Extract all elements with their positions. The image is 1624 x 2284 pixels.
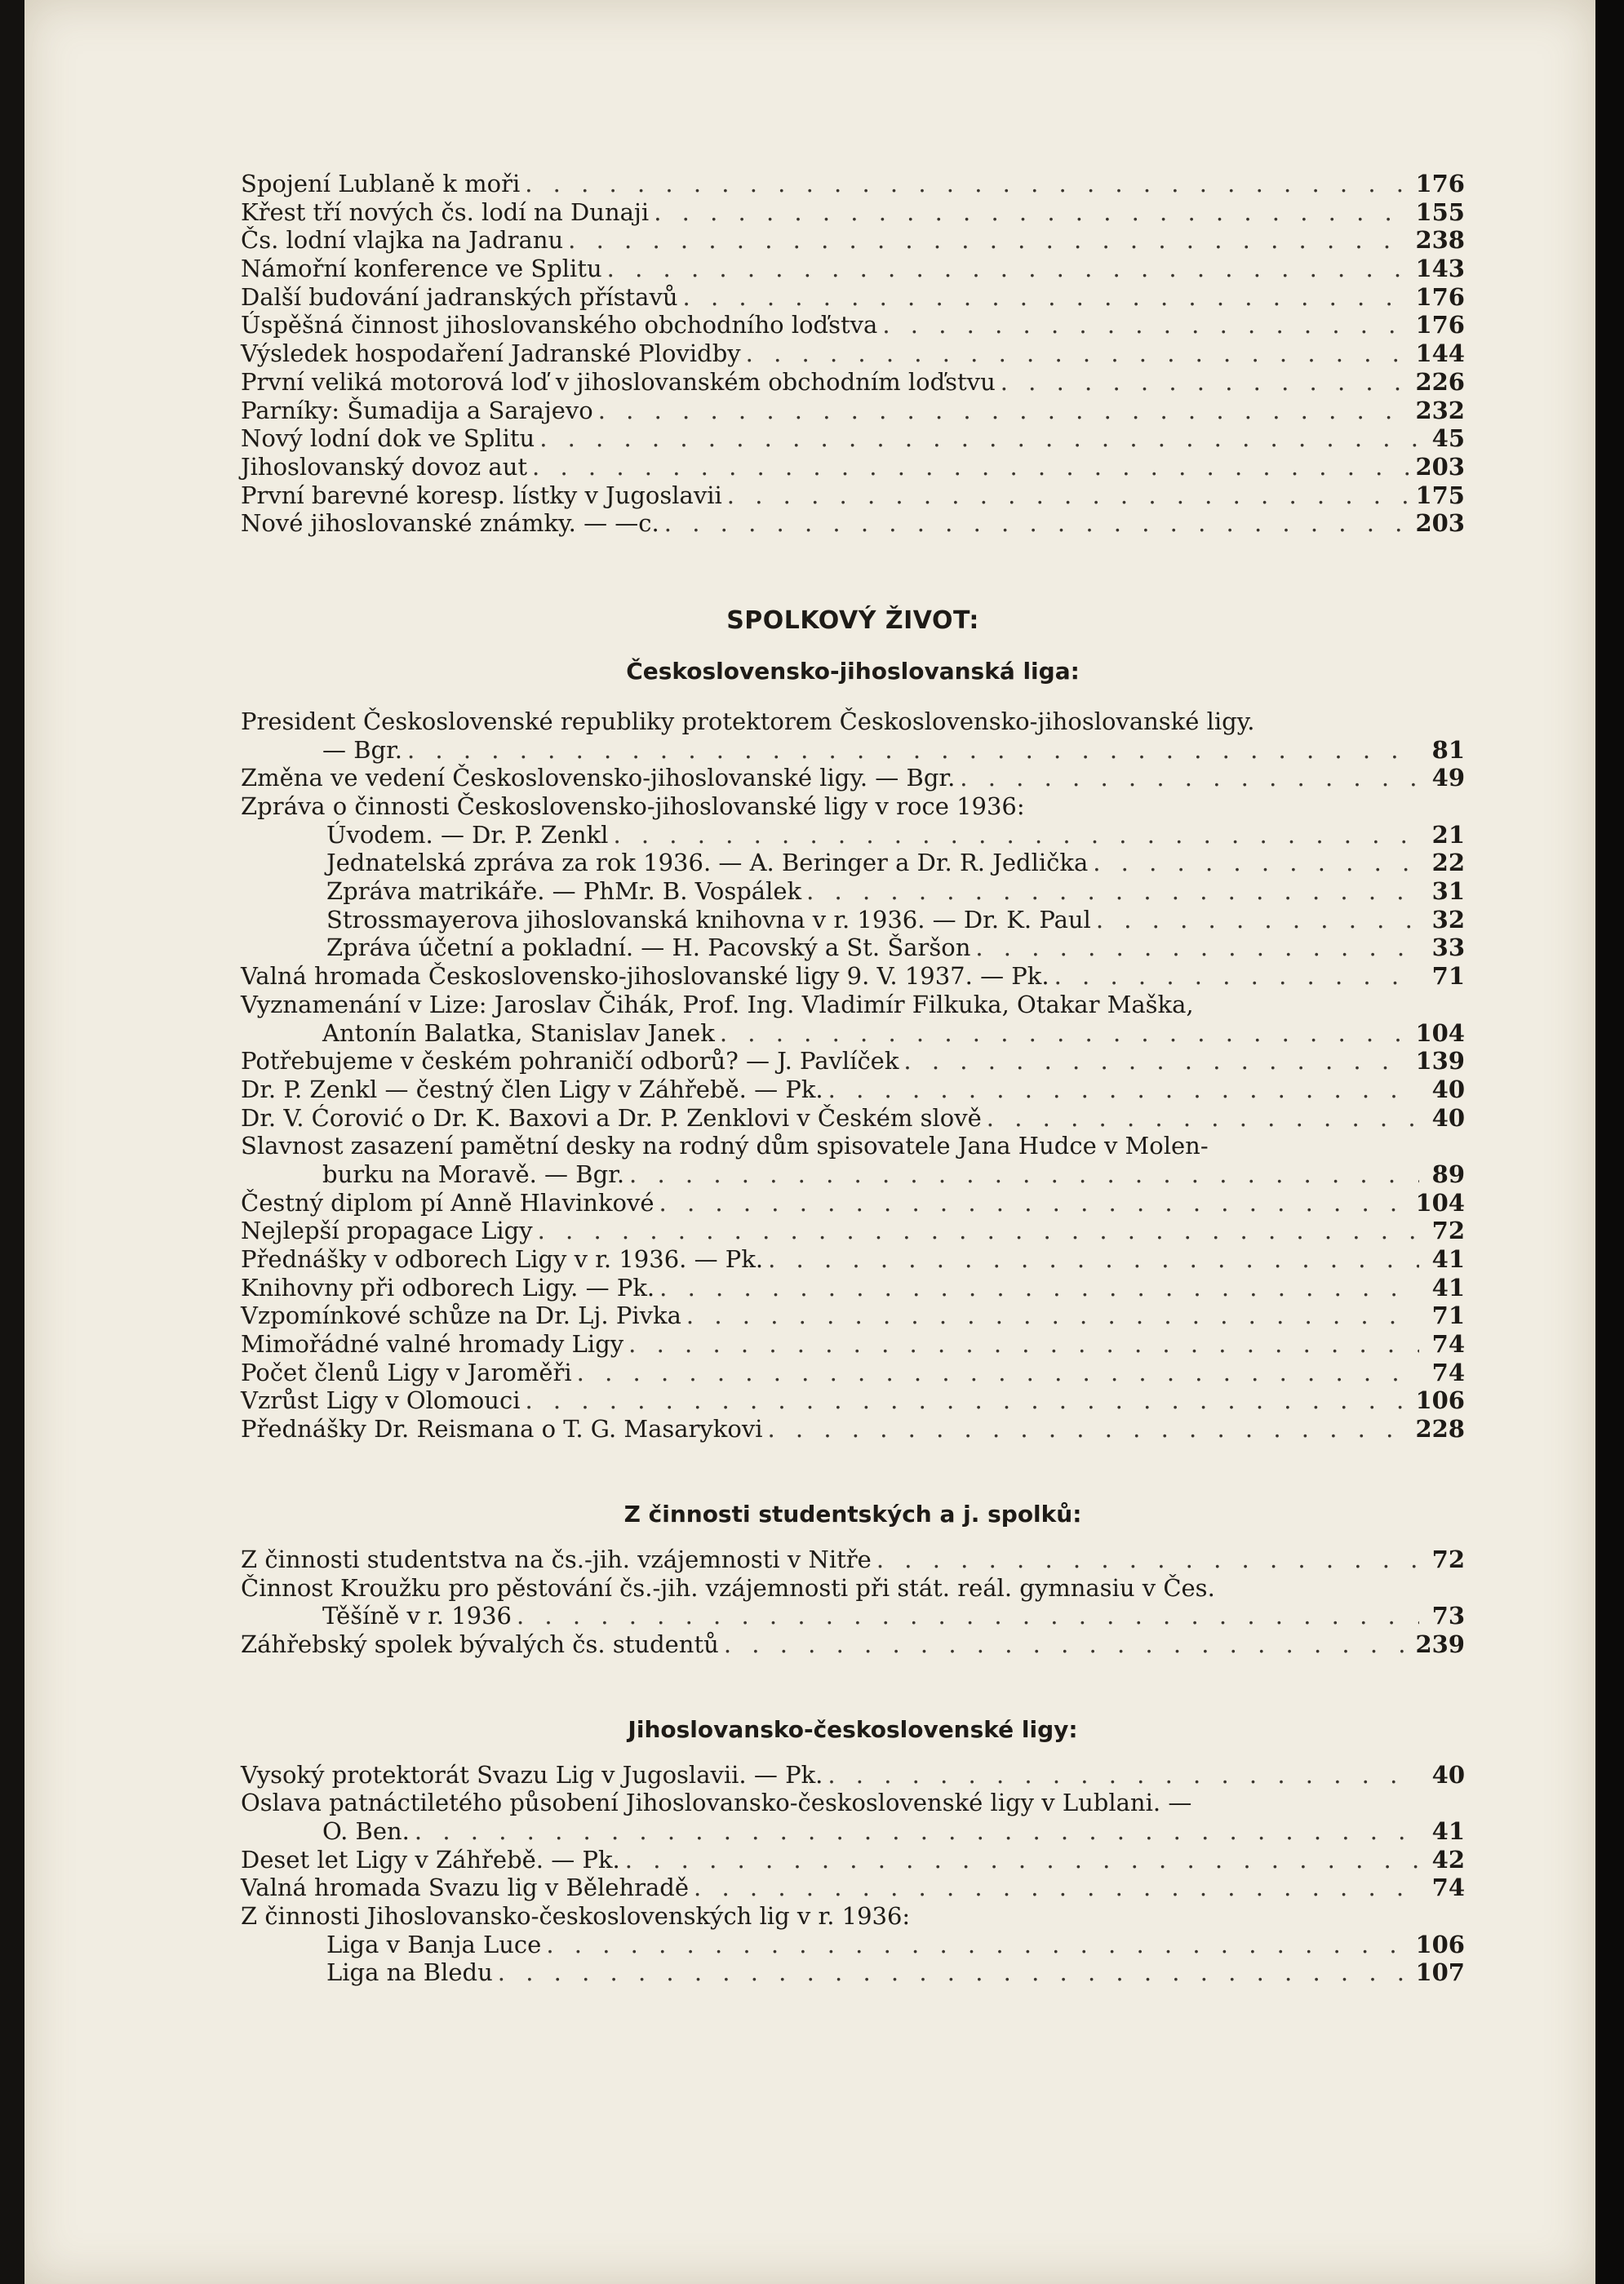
entry-page: 71 bbox=[1431, 962, 1465, 991]
toc-entry-heading bbox=[241, 1902, 1465, 1931]
toc-content bbox=[241, 170, 1465, 1987]
dot-leader bbox=[960, 764, 1419, 792]
dot-leader bbox=[664, 509, 1411, 538]
entry-title-line1: President Československé republiky protektorem Československo-jihoslovanské ligy. bbox=[241, 707, 1255, 735]
dot-leader bbox=[1096, 906, 1419, 934]
entry-title-line1: Slavnost zasazení pamětní desky na rodný dům spisovatele Jana Hudce v Molen- bbox=[241, 1132, 1209, 1160]
dot-leader bbox=[882, 311, 1410, 339]
toc-entry bbox=[241, 1846, 1465, 1874]
book-spine-edge bbox=[1595, 0, 1624, 2284]
entry-page: 40 bbox=[1431, 1103, 1465, 1132]
toc-entry-sub bbox=[241, 821, 1465, 849]
dot-leader bbox=[613, 821, 1419, 849]
entry-title: Deset let Ligy v Záhřebě. — Pk. bbox=[241, 1845, 620, 1874]
entry-page: 49 bbox=[1431, 764, 1465, 792]
entry-page: 41 bbox=[1431, 1245, 1465, 1274]
entry-page: 73 bbox=[1431, 1602, 1465, 1630]
section-heading-spolkovy: SPOLKOVÝ ŽIVOT: bbox=[726, 605, 979, 635]
dot-leader bbox=[607, 255, 1411, 283]
entry-title-line1: Vyznamenání v Lize: Jaroslav Čihák, Prof. Ing. Vladimír Filkuka, Otakar Maška, bbox=[241, 990, 1194, 1018]
toc-entry bbox=[241, 1386, 1465, 1415]
dot-leader bbox=[415, 1817, 1419, 1846]
toc-entry bbox=[241, 424, 1465, 453]
entry-title: Zpráva účetní a pokladní. — H. Pacovský a St. Šaršon bbox=[326, 934, 971, 962]
entry-page: 203 bbox=[1415, 509, 1465, 538]
entry-title: Knihovny při odborech Ligy. — Pk. bbox=[241, 1273, 655, 1302]
toc-entry bbox=[241, 397, 1465, 425]
dot-leader bbox=[659, 1189, 1411, 1217]
dot-leader bbox=[683, 283, 1411, 312]
entry-page: 33 bbox=[1431, 934, 1465, 962]
entry-title: Úvodem. — Dr. P. Zenkl bbox=[326, 820, 609, 849]
dot-leader bbox=[727, 481, 1411, 510]
toc-entry-sub bbox=[241, 934, 1465, 962]
toc-entry bbox=[241, 1874, 1465, 1902]
entry-title: Nové jihoslovanské známky. — —c. bbox=[241, 509, 659, 538]
entry-page: 107 bbox=[1415, 1958, 1465, 1987]
entry-page: 89 bbox=[1431, 1160, 1465, 1188]
entry-page: 71 bbox=[1431, 1302, 1465, 1330]
dot-leader bbox=[876, 1546, 1419, 1574]
subheading-liga: Československo-jihoslovanská liga: bbox=[626, 657, 1080, 685]
entry-title: Z činnosti Jihoslovansko-československých lig v r. 1936: bbox=[241, 1902, 911, 1931]
entry-title-line2: — Bgr. bbox=[322, 735, 402, 764]
dot-leader bbox=[539, 424, 1419, 453]
entry-page: 106 bbox=[1415, 1386, 1465, 1415]
toc-entry bbox=[241, 1104, 1465, 1133]
subheading-jihoslov: Jihoslovansko-československé ligy: bbox=[628, 1715, 1078, 1743]
toc-entry bbox=[241, 368, 1465, 397]
entry-title: Z činnosti studentstva na čs.-jih. vzájemnosti v Nitře bbox=[241, 1545, 872, 1573]
dot-leader bbox=[568, 226, 1410, 255]
entry-page: 21 bbox=[1431, 820, 1465, 849]
entry-page: 143 bbox=[1415, 255, 1465, 283]
toc-entry-multiline bbox=[241, 1789, 1465, 1845]
entry-title: Valná hromada Československo-jihoslovanské ligy 9. V. 1937. — Pk. bbox=[241, 962, 1049, 991]
toc-entry bbox=[241, 226, 1465, 255]
book-page bbox=[24, 0, 1595, 2284]
entry-page: 228 bbox=[1415, 1415, 1465, 1444]
entry-page: 32 bbox=[1431, 905, 1465, 934]
dot-leader bbox=[546, 1931, 1410, 1959]
entry-title: Liga na Bledu bbox=[326, 1958, 493, 1987]
entry-page: 74 bbox=[1431, 1358, 1465, 1386]
entry-page: 40 bbox=[1431, 1760, 1465, 1789]
entry-page: 203 bbox=[1415, 452, 1465, 481]
dot-leader bbox=[767, 1415, 1410, 1444]
toc-entry bbox=[241, 1330, 1465, 1359]
entry-title: Čestný diplom pí Anně Hlavinkové bbox=[241, 1188, 654, 1217]
toc-entry-cont bbox=[241, 736, 1465, 765]
dot-leader bbox=[975, 934, 1419, 962]
toc-entry-sub bbox=[241, 1931, 1465, 1959]
dot-leader bbox=[625, 1846, 1419, 1874]
dot-leader bbox=[659, 1274, 1419, 1302]
toc-entry bbox=[241, 1415, 1465, 1444]
entry-title: Dr. V. Ćorović o Dr. K. Baxovi a Dr. P. Zenklovi v Českém slově bbox=[241, 1103, 982, 1132]
entry-title: Změna ve vedení Československo-jihoslovanské ligy. — Bgr. bbox=[241, 764, 956, 792]
entry-title-line2: burku na Moravě. — Bgr. bbox=[322, 1160, 625, 1188]
entry-title: Přednášky v odborech Ligy v r. 1936. — Pk. bbox=[241, 1245, 764, 1274]
entry-page: 239 bbox=[1415, 1630, 1465, 1658]
entry-page: 22 bbox=[1431, 849, 1465, 877]
toc-entry-cont bbox=[241, 1817, 1465, 1846]
entry-title: Úspěšná činnost jihoslovanského obchodního loďstva bbox=[241, 311, 878, 339]
entry-page: 81 bbox=[1431, 735, 1465, 764]
toc-entry bbox=[241, 198, 1465, 227]
entry-page: 139 bbox=[1415, 1047, 1465, 1075]
dot-leader bbox=[987, 1104, 1419, 1133]
entry-page: 104 bbox=[1415, 1188, 1465, 1217]
entry-title: Čs. lodní vlajka na Jadranu bbox=[241, 226, 564, 255]
toc-entry bbox=[241, 1761, 1465, 1790]
toc-entry bbox=[241, 962, 1465, 991]
dot-leader bbox=[1001, 368, 1411, 397]
subheading-student: Z činnosti studentských a j. spolků: bbox=[623, 1500, 1082, 1528]
dot-leader bbox=[628, 1330, 1419, 1359]
toc-group-jihoslov bbox=[241, 1761, 1465, 1988]
dot-leader bbox=[828, 1075, 1419, 1104]
entry-title-line1: Oslava patnáctiletého působení Jihoslovansko-československé ligy v Lublani. — bbox=[241, 1789, 1192, 1817]
toc-entry-sub bbox=[241, 849, 1465, 877]
toc-entry-sub bbox=[241, 1958, 1465, 1987]
entry-title: Valná hromada Svazu lig v Bělehradě bbox=[241, 1874, 690, 1902]
entry-title: Dr. P. Zenkl — čestný člen Ligy v Záhřebě. — Pk. bbox=[241, 1075, 823, 1103]
entry-page: 106 bbox=[1415, 1930, 1465, 1958]
entry-title: Jihoslovanský dovoz aut bbox=[241, 452, 528, 481]
toc-entry bbox=[241, 1359, 1465, 1387]
entry-title: Záhřebský spolek bývalých čs. studentů bbox=[241, 1630, 719, 1658]
dot-leader bbox=[577, 1359, 1419, 1387]
toc-entry bbox=[241, 1546, 1465, 1574]
dot-leader bbox=[598, 397, 1411, 425]
entry-page: 74 bbox=[1431, 1874, 1465, 1902]
entry-title: Spojení Lublaně k moři bbox=[241, 170, 521, 197]
entry-page: 41 bbox=[1431, 1817, 1465, 1846]
toc-entry-multiline bbox=[241, 707, 1465, 764]
toc-entry bbox=[241, 255, 1465, 283]
entry-title-line2: Těšíně v r. 1936 bbox=[322, 1602, 512, 1630]
dot-leader bbox=[724, 1630, 1411, 1659]
toc-entry bbox=[241, 170, 1465, 198]
entry-title: Parníky: Šumadija a Sarajevo bbox=[241, 396, 593, 424]
entry-page: 72 bbox=[1431, 1217, 1465, 1245]
toc-entry bbox=[241, 453, 1465, 481]
entry-page: 31 bbox=[1431, 877, 1465, 906]
entry-title: První barevné koresp. lístky v Jugoslavii bbox=[241, 481, 722, 509]
entry-title-line2: O. Ben. bbox=[322, 1817, 410, 1846]
dot-leader bbox=[517, 1602, 1419, 1630]
toc-entry bbox=[241, 1189, 1465, 1217]
toc-group-top bbox=[241, 170, 1465, 538]
entry-title: Vzrůst Ligy v Olomouci bbox=[241, 1386, 521, 1415]
entry-title-line2: Antonín Balatka, Stanislav Janek bbox=[322, 1018, 715, 1047]
dot-leader bbox=[654, 198, 1410, 227]
entry-page: 226 bbox=[1415, 367, 1465, 396]
entry-title: Vzpomínkové schůze na Dr. Lj. Pivka bbox=[241, 1302, 681, 1330]
dot-leader bbox=[746, 339, 1411, 368]
entry-page: 176 bbox=[1415, 311, 1465, 339]
dot-leader bbox=[498, 1958, 1411, 1987]
toc-entry bbox=[241, 1075, 1465, 1104]
toc-entry bbox=[241, 481, 1465, 510]
entry-title: První veliká motorová loď v jihoslovanském obchodním loďstvu bbox=[241, 367, 996, 396]
entry-title: Liga v Banja Luce bbox=[326, 1930, 542, 1958]
entry-page: 176 bbox=[1415, 170, 1465, 197]
dot-leader bbox=[903, 1047, 1410, 1075]
dot-leader bbox=[686, 1302, 1419, 1330]
dot-leader bbox=[768, 1245, 1419, 1274]
dot-leader bbox=[525, 1386, 1410, 1415]
entry-title: Přednášky Dr. Reismana o T. G. Masarykovi bbox=[241, 1415, 763, 1444]
toc-entry bbox=[241, 311, 1465, 339]
toc-entry bbox=[241, 1302, 1465, 1330]
toc-entry-multiline bbox=[241, 1132, 1465, 1188]
toc-entry bbox=[241, 1217, 1465, 1245]
toc-entry bbox=[241, 509, 1465, 538]
entry-title: Zpráva matrikáře. — PhMr. B. Vospálek bbox=[326, 877, 802, 906]
entry-page: 155 bbox=[1415, 197, 1465, 226]
entry-title: Námořní konference ve Splitu bbox=[241, 255, 602, 283]
entry-title: Jednatelská zpráva za rok 1936. — A. Beringer a Dr. R. Jedlička bbox=[326, 849, 1089, 877]
toc-entry-heading bbox=[241, 792, 1465, 821]
entry-title-line1: Činnost Kroužku pro pěstování čs.-jih. vzájemnosti při stát. reál. gymnasiu v Čes. bbox=[241, 1573, 1215, 1602]
entry-page: 45 bbox=[1431, 424, 1465, 453]
toc-entry-sub bbox=[241, 906, 1465, 934]
entry-title: Křest tří nových čs. lodí na Dunaji bbox=[241, 197, 650, 226]
entry-title: Zpráva o činnosti Československo-jihoslovanské ligy v roce 1936: bbox=[241, 792, 1025, 821]
dot-leader bbox=[720, 1019, 1411, 1048]
entry-page: 176 bbox=[1415, 282, 1465, 311]
entry-title: Počet členů Ligy v Jaroměři bbox=[241, 1358, 572, 1386]
entry-title: Výsledek hospodaření Jadranské Plovidby bbox=[241, 339, 741, 368]
entry-page: 144 bbox=[1415, 339, 1465, 368]
entry-page: 72 bbox=[1431, 1545, 1465, 1573]
toc-entry bbox=[241, 1047, 1465, 1075]
dot-leader bbox=[538, 1217, 1419, 1245]
toc-entry bbox=[241, 1630, 1465, 1659]
entry-page: 175 bbox=[1415, 481, 1465, 509]
dot-leader bbox=[525, 170, 1410, 198]
entry-page: 74 bbox=[1431, 1330, 1465, 1359]
toc-entry-cont bbox=[241, 1019, 1465, 1048]
toc-entry-sub bbox=[241, 877, 1465, 906]
dot-leader bbox=[629, 1160, 1419, 1189]
toc-entry bbox=[241, 339, 1465, 368]
toc-entry-multiline bbox=[241, 991, 1465, 1047]
toc-entry-cont bbox=[241, 1602, 1465, 1630]
entry-title: Strossmayerova jihoslovanská knihovna v r. 1936. — Dr. K. Paul bbox=[326, 905, 1091, 934]
entry-page: 41 bbox=[1431, 1273, 1465, 1302]
entry-title: Nejlepší propagace Ligy bbox=[241, 1217, 533, 1245]
dot-leader bbox=[828, 1761, 1419, 1790]
toc-entry-multiline bbox=[241, 1574, 1465, 1630]
entry-page: 238 bbox=[1415, 226, 1465, 255]
dot-leader bbox=[694, 1874, 1419, 1902]
dot-leader bbox=[1054, 962, 1419, 991]
dot-leader bbox=[532, 453, 1410, 481]
toc-entry bbox=[241, 1274, 1465, 1302]
entry-page: 40 bbox=[1431, 1075, 1465, 1103]
entry-title: Další budování jadranských přístavů bbox=[241, 282, 678, 311]
entry-page: 42 bbox=[1431, 1845, 1465, 1874]
toc-group-liga bbox=[241, 707, 1465, 1444]
toc-entry bbox=[241, 764, 1465, 792]
entry-title: Mimořádné valné hromady Ligy bbox=[241, 1330, 624, 1359]
dot-leader bbox=[806, 877, 1419, 906]
entry-page: 232 bbox=[1415, 396, 1465, 424]
toc-entry-cont bbox=[241, 1160, 1465, 1189]
entry-title: Vysoký protektorát Svazu Lig v Jugoslavii. — Pk. bbox=[241, 1760, 823, 1789]
entry-title: Potřebujeme v českém pohraničí odborů? — J. Pavlíček bbox=[241, 1047, 899, 1075]
entry-page: 104 bbox=[1415, 1018, 1465, 1047]
toc-group-student bbox=[241, 1546, 1465, 1659]
dot-leader bbox=[407, 736, 1419, 765]
entry-title: Nový lodní dok ve Splitu bbox=[241, 424, 535, 453]
toc-entry bbox=[241, 1245, 1465, 1274]
dot-leader bbox=[1093, 849, 1419, 877]
toc-entry bbox=[241, 283, 1465, 312]
